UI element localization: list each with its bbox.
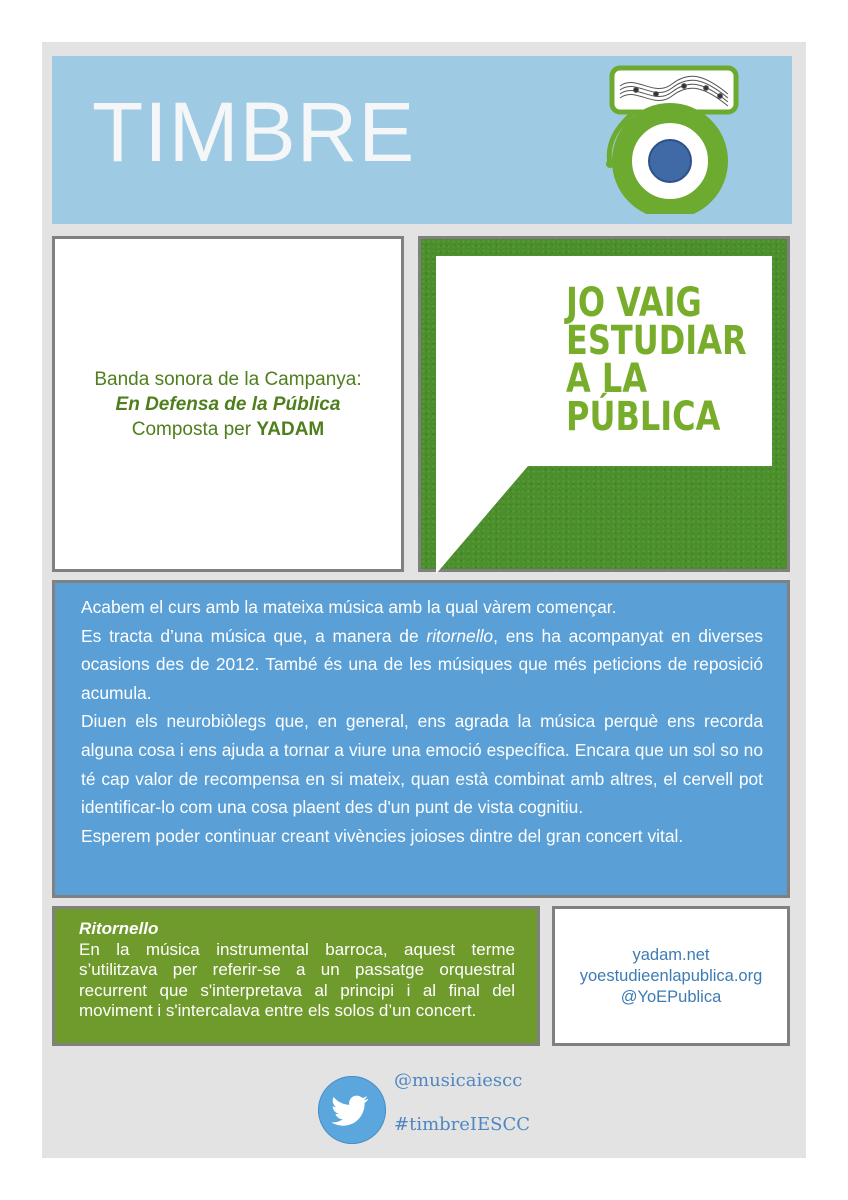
ritornello-term: ritornello	[426, 625, 494, 646]
composer-prefix: Composta per	[131, 418, 257, 440]
social-hashtag[interactable]: #timbreIESCC	[394, 1114, 531, 1135]
definition-title: Ritornello	[79, 919, 159, 938]
slogan-line: PÚBLICA	[566, 394, 721, 440]
body-paragraph	[81, 622, 763, 708]
body-paragraph: Acabem el curs amb la mateixa música amb la qual vàrem començar.	[81, 597, 617, 617]
slogan-line: A LA	[566, 356, 648, 402]
twitter-icon[interactable]	[318, 1076, 386, 1144]
campaign-info-box	[52, 236, 404, 572]
slogan-line: JO VAIG	[566, 280, 702, 326]
body-paragraph: Diuen els neurobiòlegs que, en general, ens agrada la música perquè ens recorda alguna cosa i ens ajuda a tornar a viure una emoció específica. Encara que un sol so no té cap valor de recompensa en si mateix, quan està combinat amb altres, el cervell pot identificar-lo com una cosa plaent des d'un punt de vista cognitiu.	[81, 711, 763, 818]
campaign-website-link[interactable]: yoestudieenlapublica.org	[579, 966, 763, 985]
yadam-link[interactable]: yadam.net	[632, 945, 710, 964]
composer-line	[132, 417, 325, 442]
body-paragraph: Esperem poder continuar creant vivències joioses dintre del gran concert vital.	[81, 825, 684, 846]
twitter-bird-icon	[318, 1076, 386, 1144]
links-box	[552, 906, 790, 1046]
composer-name: YADAM	[256, 418, 325, 440]
body-text-span: , ens ha acompanyat en diverses ocasions des de 2012. També és una de les músiques que més peticions de reposició acumula.	[81, 625, 764, 703]
social-handle[interactable]: @musicaiescc	[394, 1070, 523, 1091]
campaign-subtitle: Banda sonora de la Campanya:	[94, 368, 362, 390]
body-text-span: Es tracta d’una música que, a manera de	[81, 625, 427, 646]
slogan-text	[566, 280, 747, 440]
ritornello-definition-box	[52, 906, 540, 1046]
page-title: TIMBRE	[92, 85, 416, 179]
music-bell-logo	[596, 64, 746, 214]
campaign-name: En Defensa de la Pública	[115, 393, 341, 415]
slogan-line: ESTUDIAR	[566, 318, 747, 364]
body-text-box	[52, 580, 790, 898]
campaign-twitter-handle[interactable]: @YoEPublica	[620, 987, 722, 1006]
definition-text: En la música instrumental barroca, aquest terme s’utilitzava per referir-se a un passatge orquestral recurrent que s'interpretava al principi i al final del moviment i s'intercalava entre els solos d’un concert.	[79, 939, 515, 1020]
